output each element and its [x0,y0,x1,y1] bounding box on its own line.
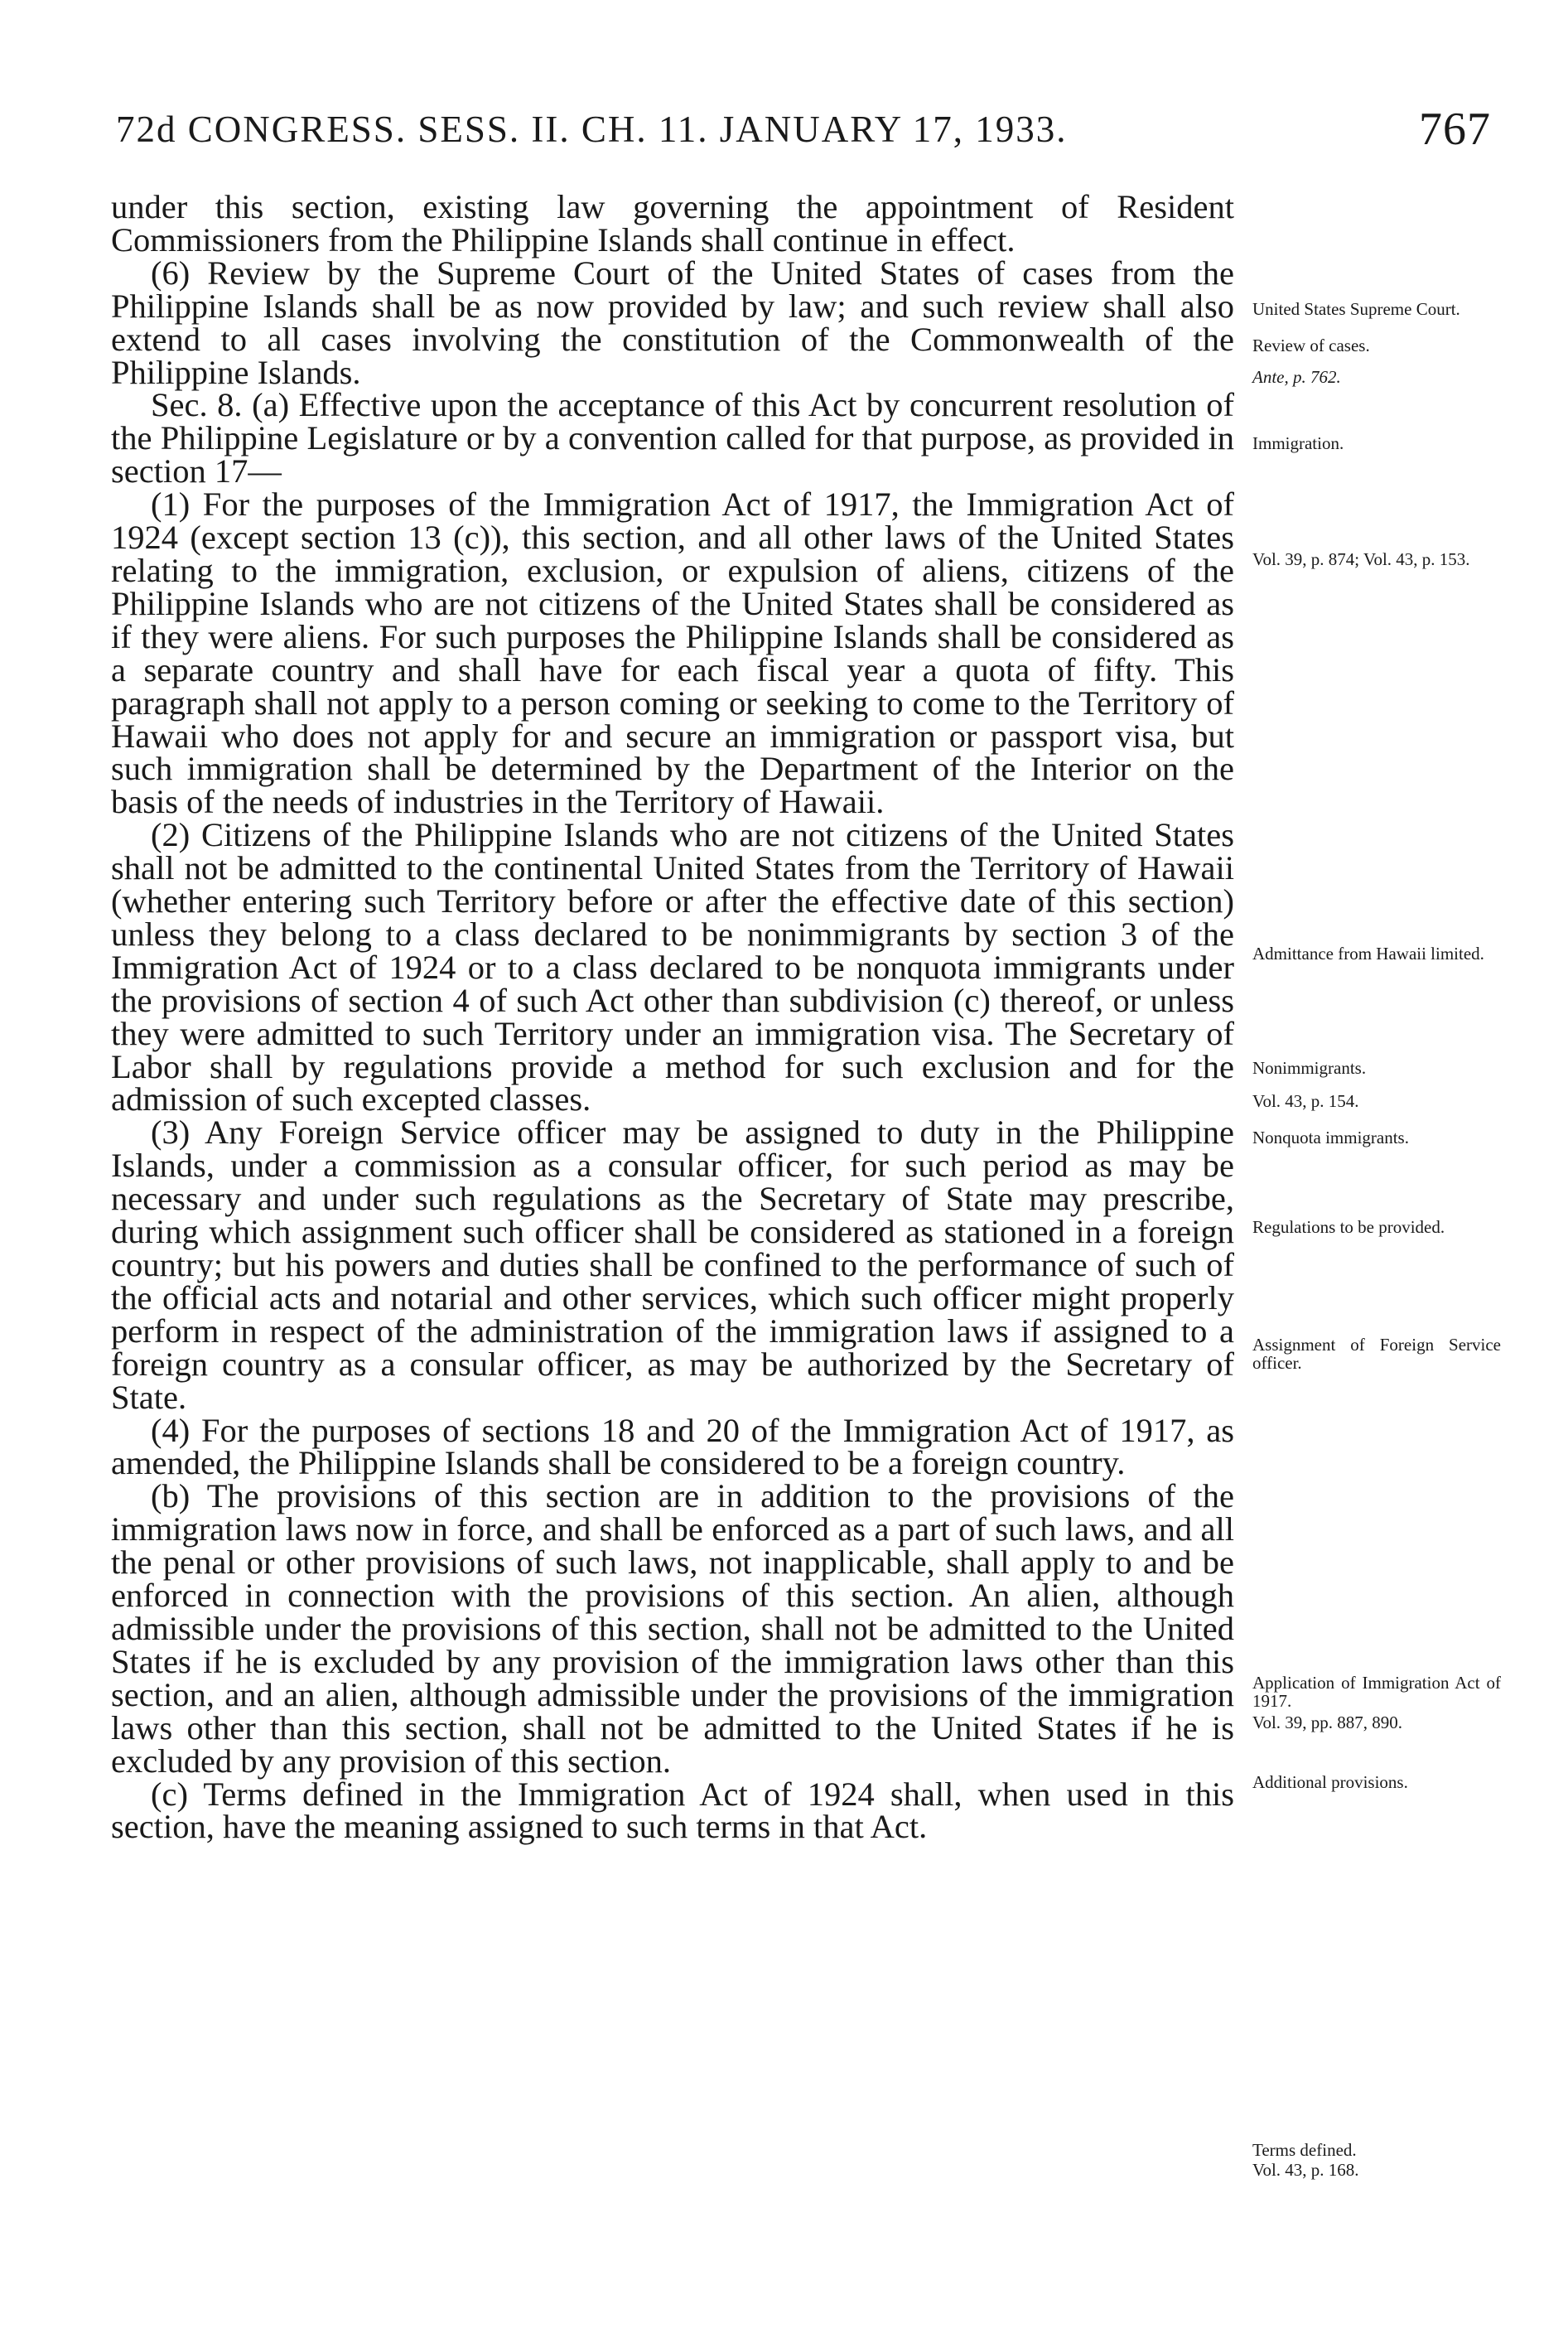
margin-note-vol-39-874: Vol. 39, p. 874; Vol. 43, p. 153. [1252,549,1470,569]
margin-note-additional: Additional provisions. [1252,1772,1408,1792]
margin-note-supreme-court: United States Supreme Court. [1252,299,1460,319]
margin-note-vol-43-168: Vol. 43, p. 168. [1252,2160,1359,2180]
paragraph-sec-8-a: Sec. 8. (a) Effective upon the acceptance of this Act by concurrent resolution of the Philippine Legislature or by a convention called for that purpose, as provided in section 17— [111,386,1234,490]
paragraph-review-supreme-court: (6) Review by the Supreme Court of the United States of cases from the Philippine Islands shall be as now provided by law; and such review shall also extend to all cases involving the constitution of the Commonwealth of the Philippine Islands. [111,254,1234,391]
running-head: 72d CONGRESS. SESS. II. CH. 11. JANUARY 17, 1933. [116,109,1068,150]
paragraph-sec-8-a-3: (3) Any Foreign Service officer may be assigned to duty in the Philippine Islands, under a commission as a consular officer, for such period as may be necessary and under such regulations as the Secretary of State may prescribe, during which assignment such officer shall be considered as stationed in a foreign country; but his powers and duties shall be confined to the performance of such of the official acts and notarial and other services, which such officer might properly perform in respect of the administration of the immigration laws if assigned to a foreign country as a consular officer, as may be authorized by the Secretary of State. [111,1114,1234,1416]
page-number: 767 [1419,104,1491,155]
margin-note-regulations: Regulations to be provided. [1252,1217,1445,1237]
paragraph-continued: under this section, existing law governing the appointment of Resident Commissioners from the Philippine Islands shall continue in effect. [111,188,1234,258]
paragraph-sec-8-c: (c) Terms defined in the Immigration Act of 1924 shall, when used in this section, have the meaning assigned to such terms in that Act. [111,1775,1234,1846]
margin-note-immigration: Immigration. [1252,433,1344,453]
paragraph-sec-8-b: (b) The provisions of this section are in addition to the provisions of the immigration laws now in force, and shall be enforced as a part of such laws, and all the penal or other provisions of such laws, not inapplicable, shall apply to and be enforced in connection with the provisions of this section. An alien, although admissible under the provisions of this section, shall not be admitted to the United States if he is excluded by any provision of the immigration laws other than this section, and an alien, although admissible under the provisions of the immigration laws other than this section, shall not be admitted to the United States if he is excluded by any provision of this section. [111,1477,1234,1780]
paragraph-sec-8-a-4: (4) For the purposes of sections 18 and 20 of the Immigration Act of 1917, as amended, the Philippine Islands shall be considered to be a foreign country. [111,1411,1234,1482]
paragraph-sec-8-a-1: (1) For the purposes of the Immigration Act of 1917, the Immigration Act of 1924 (except section 13 (c)), this section, and all other laws of the United States relating to the immigration, exclusion, or expulsion of aliens, citizens of the Philippine Islands who are not citizens of the United States shall be considered as if they were aliens. For such purposes the Philippine Islands shall be considered as a separate country and shall have for each fiscal year a quota of fifty. This paragraph shall not apply to a person coming or seeking to come to the Territory of Hawaii who does not apply for and secure an immigration or passport visa, but such immigration shall be determined by the Department of the Interior on the basis of the needs of industries in the Territory of Hawaii. [111,486,1234,821]
margin-note-nonimmigrants: Nonimmigrants. [1252,1058,1367,1078]
margin-note-review-of-cases: Review of cases. [1252,336,1370,355]
margin-note-ante: Ante, p. 762. [1252,367,1341,387]
margin-note-application: Application of Immigration Act of 1917. [1252,1673,1501,1711]
margin-note-vol-39-887: Vol. 39, pp. 887, 890. [1252,1713,1403,1732]
margin-note-terms-defined: Terms defined. [1252,2140,1357,2160]
margin-note-vol-43-154: Vol. 43, p. 154. [1252,1091,1359,1111]
margin-note-nonquota: Nonquota immigrants. [1252,1128,1409,1147]
margin-note-assignment: Assignment of Foreign Service officer. [1252,1335,1501,1373]
paragraph-sec-8-a-2: (2) Citizens of the Philippine Islands who are not citizens of the United States shall not be admitted to the continental United States from the Territory of Hawaii (whether entering such Territory before or after the effective date of this section) unless they belong to a class declared to be nonimmigrants by section 3 of the Immigration Act of 1924 or to a class declared to be nonquota immigrants under the provisions of section 4 of such Act other than subdivision (c) thereof, or unless they were admitted to such Territory under an immigration visa. The Secretary of Labor shall by regulations provide a method for such exclusion and for the admission of such excepted classes. [111,816,1234,1118]
margin-note-admittance-hawaii: Admittance from Hawaii limited. [1252,944,1484,964]
body-text [111,188,1234,1846]
page-header [116,104,1491,166]
